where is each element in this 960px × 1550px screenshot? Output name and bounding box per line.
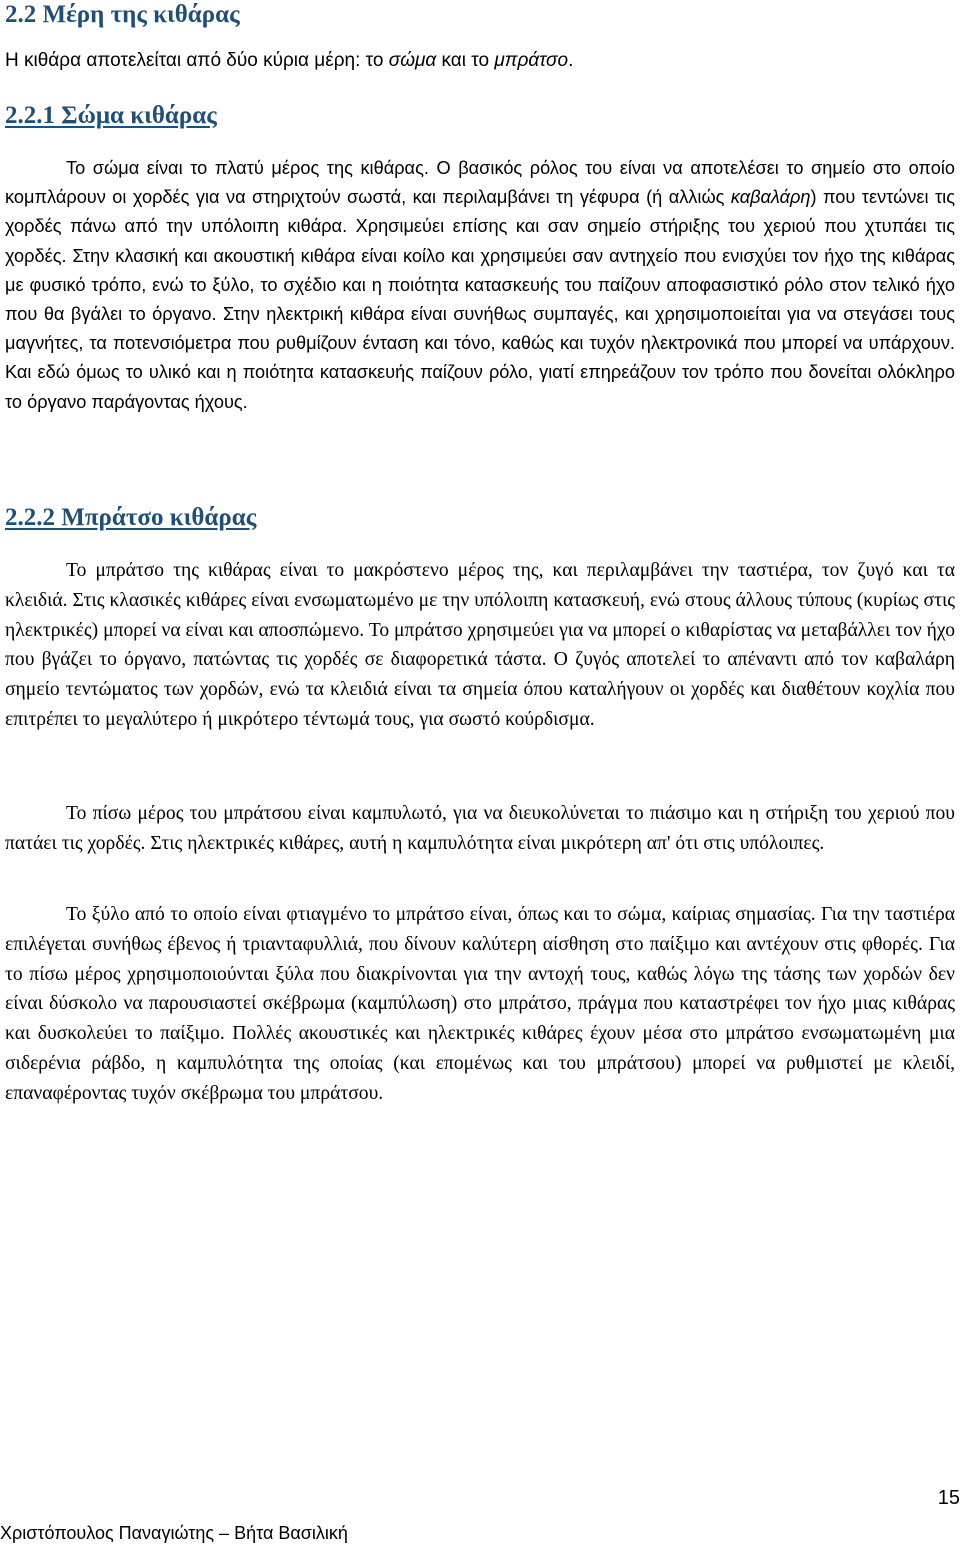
footer-authors: Χριστόπουλος Παναγιώτης – Βήτα Βασιλική [0, 1523, 348, 1543]
term-body: σώμα [388, 50, 437, 71]
intro-text-end: . [568, 50, 574, 71]
intro-text-start: Η κιθάρα αποτελείται από δύο κύρια μέρη: το [5, 50, 389, 71]
neck-paragraph-2: Το πίσω μέρος του μπράτσου είναι καμπυλωτό, για να διευκολύνεται το πιάσιμο και η στήριξη του χεριού που πατάει τις χορδές. Στις ηλεκτρικές κιθάρες, αυτή η καμπυλότητα είναι μικρότερη απ' ότι στις υπόλοιπες. [5, 803, 955, 854]
neck-paragraph-1: Το μπράτσο της κιθάρας είναι το μακρόστενο μέρος της, και περιλαμβάνει την ταστιέρα, τον ζυγό και τα κλειδιά. Στις κλασικές κιθάρες είναι ενσωματωμένο με την υπόλοιπη κατασκευή, ενώ στους άλλους τύπους (κυρίως στις ηλεκτρικές) μπορεί να είναι και αποσπώμενο. Το μπράτσο χρησιμεύει για να μπορεί ο κιθαρίστας να μεταβάλλει τον ήχο που βγάζει το όργανο, πατώντας τις χορδές σε διαφορετικά τάστα. Ο ζυγός αποτελεί το απέναντι από τον καβαλάρη σημείο τεντώματος των χορδών, ενώ τα κλειδιά είναι τα σημεία όπου καταλήγουν οι χορδές και διαθέτουν κοχλία που επιτρέπει το μεγαλύτερο ή μικρότερο τέντωμά τους, για σωστό κούρδισμα. [5, 560, 955, 730]
body-paragraph-text-1: Το σώμα είναι το πλατύ μέρος της κιθάρας. Ο βασικός ρόλος του είναι να αποτελέσει το σημείο στο οποίο κομπλάρουν οι χορδές για να στηριχτούν σωστά, και περιλαμβάνει τη γέφυρα (ή αλλιώς [5, 158, 955, 208]
neck-paragraph-3: Το ξύλο από το οποίο είναι φτιαγμένο το μπράτσο είναι, όπως και το σώμα, καίριας σημασίας. Για την ταστιέρα επιλέγεται συνήθως έβενος ή τριανταφυλλιά, που δίνουν καλύτερη αίσθηση στο παίξιμο και αντέχουν στις φθορές. Για το πίσω μέρος χρησιμοποιούνται ξύλα που διακρίνονται για την αντοχή τους, καθώς λόγω της τάσης των χορδών δεν είναι δύσκολο να παρουσιαστεί σκέβρωμα (καμπύλωση) στο μπράτσο, πράγμα που καταστρέφει τον ήχο μιας κιθάρας και δυσκολεύει το παίξιμο. Πολλές ακουστικές και ηλεκτρικές κιθάρες έχουν μέσα στο μπράτσο ενσωματωμένη μια σιδερένια ράβδο, η καμπυλότητα της οποίας (και επομένως και του μπράτσου) μπορεί να ρυθμιστεί με κλειδί, επαναφέροντας τυχόν σκέβρωμα του μπράτσου. [5, 904, 955, 1104]
subsection-heading-body: 2.2.1 Σώμα κιθάρας [5, 102, 217, 129]
term-bridge: καβαλάρη [730, 187, 811, 208]
subsection-heading-neck: 2.2.2 Μπράτσο κιθάρας [5, 504, 257, 531]
term-neck: μπράτσο [494, 50, 569, 71]
intro-sentence [5, 48, 573, 74]
intro-text-middle: και το [436, 50, 495, 71]
body-paragraph-text-2: ) που τεντώνει τις χορδές πάνω από την υπόλοιπη κιθάρα. Χρησιμεύει επίσης και σαν σημείο στήριξης του χεριού που χτυπάει τις χορδές. Στην κλασική και ακουστική κιθάρα είναι κοίλο και χρησιμεύει σαν αντηχείο που ενισχύει τον ήχο της κιθάρας με φυσικό τρόπο, ενώ το ξύλο, το σχέδιο και η ποιότητα κατασκευής του παίζουν αποφασιστικό ρόλο στον τελικό ήχο που θα βγάλει το όργανο. Στην ηλεκτρική κιθάρα είναι συνήθως συμπαγές, και χρησιμοποιείται για να στεγάσει τους μαγνήτες, τα ποτενσιόμετρα που ρυθμίζουν ένταση και τόνο, καθώς και τυχόν ηλεκτρονικά που μπορεί να υπάρχουν. Και εδώ όμως το υλικό και η ποιότητα κατασκευής παίζουν ρόλο, γιατί επηρεάζουν τον τρόπο που δονείται ολόκληρο το όργανο παράγοντας ήχους. [5, 187, 955, 412]
body-paragraph [5, 154, 955, 417]
section-heading: 2.2 Μέρη της κιθάρας [5, 1, 240, 28]
page-number: 15 [937, 1487, 960, 1509]
